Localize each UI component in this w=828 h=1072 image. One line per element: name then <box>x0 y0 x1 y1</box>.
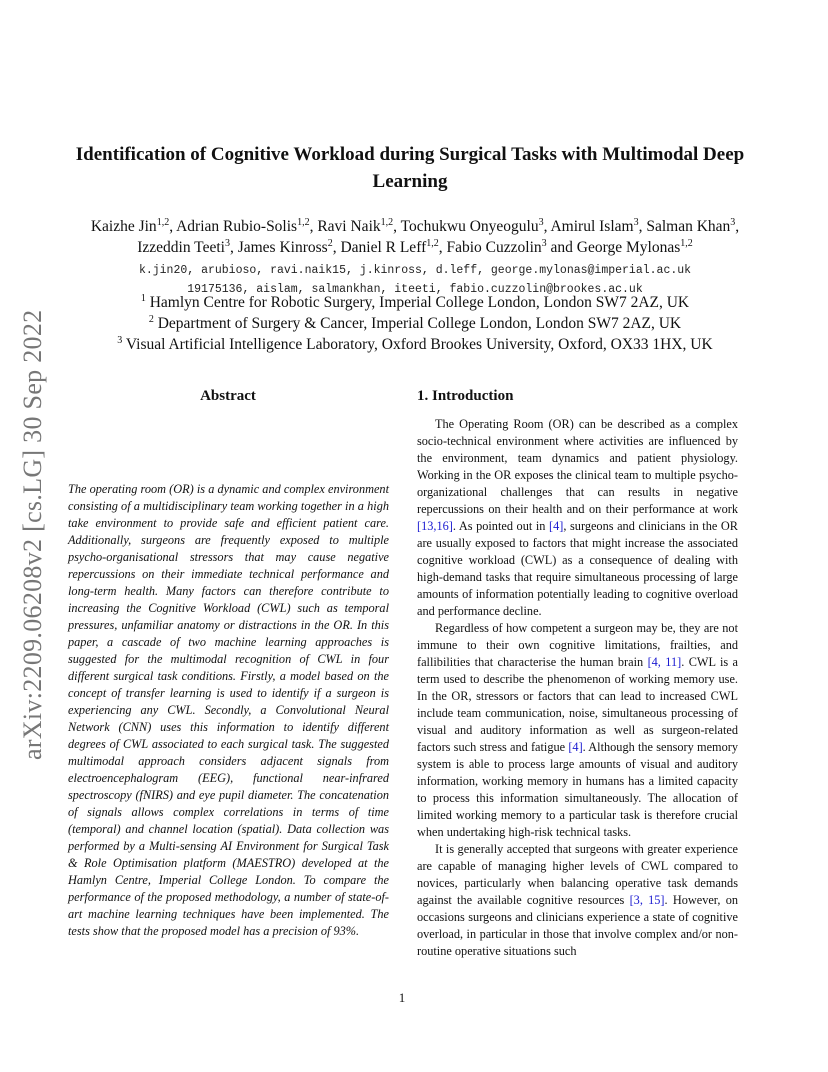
affiliation-number: 2 <box>148 313 154 325</box>
author-line-2: Izzeddin Teeti$^3$, James Kinross$^2$, Daniel R Leff$^{1,2}$, Fabio Cuzzolin$^3$ and George Mylonas$^{1,2}$ <box>137 237 693 256</box>
affiliation-number: 3 <box>117 334 123 346</box>
citation-link[interactable]: [4, 11] <box>647 655 682 669</box>
author-affiliation-mark: 1,2 <box>680 237 693 249</box>
author-name: George Mylonas <box>576 239 681 256</box>
affiliation-3 <box>55 334 775 355</box>
author-name: James Kinross <box>237 239 328 256</box>
author-affiliation-mark: 3 <box>633 216 639 228</box>
affiliation-text: Visual Artificial Intelligence Laboratory, Oxford Brookes University, Oxford, OX33 1HX, UK <box>125 336 713 353</box>
author-affiliation-mark: 3 <box>224 237 230 249</box>
affiliation-2 <box>55 313 775 334</box>
email-line-2: 19175136, aislam, salmankhan, iteeti, fabio.cuzzolin@brookes.ac.uk <box>187 283 643 296</box>
introduction-body <box>417 416 738 960</box>
author-name: Ravi Naik <box>317 218 381 235</box>
author-affiliation-mark: 3 <box>538 216 544 228</box>
page-number: 1 <box>398 990 406 1005</box>
affiliation-number: 1 <box>140 292 146 304</box>
arxiv-sidebar <box>18 290 58 760</box>
citation-link[interactable]: [4] <box>549 519 564 533</box>
author-affiliation-mark: 3 <box>730 216 736 228</box>
author-affiliation-mark: 1,2 <box>426 237 439 249</box>
author-name: Amirul Islam <box>550 218 634 235</box>
intro-paragraph-3: It is generally accepted that surgeons with greater experience are capable of managing higher levels of CWL compared to novices, particularly when balancing operative task demands against the available cognitive resources [3, 15]. However, on occasions surgeons and clinicians experience a state of cognitive overload, in particular in those that involve complex and/or non-routine operative situations such <box>417 842 739 958</box>
citation-link[interactable]: [13,16] <box>417 519 453 533</box>
affiliation-1 <box>55 292 775 313</box>
author-affiliation-mark: 3 <box>541 237 547 249</box>
author-name: Izzeddin Teeti <box>137 239 225 256</box>
citation-link[interactable]: [3, 15] <box>629 893 665 907</box>
paper-title: Identification of Cognitive Workload during Surgical Tasks with Multimodal Deep Learning <box>75 144 745 192</box>
author-line-1: Kaizhe Jin$^{1,2}$, Adrian Rubio-Solis$^{1,2}$, Ravi Naik$^{1,2}$, Tochukwu Onyeogulu$^3$, Amirul Islam$^3$, Salman Khan$^3$, <box>90 216 740 235</box>
author-name: Daniel R Leff <box>340 239 427 256</box>
author-affiliation-mark: 2 <box>327 237 333 249</box>
author-affiliation-mark: 1,2 <box>297 216 310 228</box>
affiliation-list <box>55 292 775 355</box>
author-name: Salman Khan <box>646 218 731 235</box>
introduction-heading: 1. Introduction <box>417 388 514 404</box>
affiliation-text: Hamlyn Centre for Robotic Surgery, Imperial College London, London SW7 2AZ, UK <box>149 294 690 311</box>
citation-link[interactable]: [4] <box>568 740 583 754</box>
affiliation-text: Department of Surgery & Cancer, Imperial College London, London SW7 2AZ, UK <box>157 315 682 332</box>
email-line-1: k.jin20, arubioso, ravi.naik15, j.kinross, d.leff, george.mylonas@imperial.ac.uk <box>138 264 692 277</box>
author-affiliation-mark: 1,2 <box>380 216 394 228</box>
abstract-text: The operating room (OR) is a dynamic and complex environment consisting of a multidisciplinary team working together in a high take environment to provide safe and efficient patient care. Additionally, surgeons are frequently exposed to multiple psycho-organisational stressors that may cause negative repercussions on their immediate technical performance and long-term health. Many factors can therefore contribute to increasing the Cognitive Workload (CWL) such as temporal pressures, unfamiliar anatomy or distractions in the OR. In this paper, a cascade of two machine learning approaches is suggested for the multimodal recognition of CWL in four different surgical task conditions. Firstly, a model based on the concept of transfer learning is used to identify if a surgeon is experiencing any CWL. Secondly, a Convolutional Neural Network (CNN) uses this information to identify different degrees of CWL associated to each surgical task. The suggested multimodal approach considers adjacent signals from electroencephalogram (EEG), functional near-infrared spectroscopy (fNIRS) and eye pupil diameter. The concatenation of signals allows complex correlations in terms of time (temporal) and channel location (spatial). Data collection was performed by a Multi-sensing AI Environment for Surgical Task & Role Optimisation platform (MAESTRO) developed at the Hamlyn Centre, Imperial College London. To compare the performance of the proposed methodology, a number of state-of-art machine learning techniques have been implemented. The tests show that the proposed model has a precision of 93%. <box>68 482 389 938</box>
intro-paragraph-1: The Operating Room (OR) can be described as a complex socio-technical environment where activities are influenced by the environment, team dynamics and patient physiology. Working in the OR exposes the clinical team to multiple psycho-organizational challenges that can results in negative repercussions on their health and on their performance at work [13,16]. As pointed out in [4], surgeons and clinicians in the OR are usually exposed to factors that might increase the associated cognitive workload (CWL) as a consequence of dealing with high-demand tasks that require simultaneous processing of large amounts of information potentially leading to cognitive overload and performance decline. <box>417 417 738 618</box>
abstract-heading: Abstract <box>200 388 256 404</box>
author-list <box>55 216 775 258</box>
author-name: Adrian Rubio-Solis <box>176 218 298 235</box>
author-name: Tochukwu Onyeogulu <box>400 218 539 235</box>
intro-paragraph-2: Regardless of how competent a surgeon may be, they are not immune to their own cognitive limitations, frailties, and fallibilities that characterise the human brain [4, 11]. CWL is a term used to describe the phenomenon of working memory use. In the OR, stressors or factors that can lead to increased CWL include team communication, noise, simultaneous processing of visual and auditory information as well as surgeon-related factors such stress and fatigue [4]. Although the sensory memory system is able to process large amounts of visual and auditory information, working memory in humans has a limited capacity to process this information simultaneously. The allocation of limited working memory to a particular task is therefore crucial when undertaking high-risk technical tasks. <box>417 621 739 839</box>
author-name: Fabio Cuzzolin <box>446 239 542 256</box>
arxiv-identifier: arXiv:2209.06208v2 [cs.LG] 30 Sep 2022 <box>18 309 47 760</box>
author-affiliation-mark: 1,2 <box>156 216 170 228</box>
author-name: Kaizhe Jin <box>90 218 157 235</box>
